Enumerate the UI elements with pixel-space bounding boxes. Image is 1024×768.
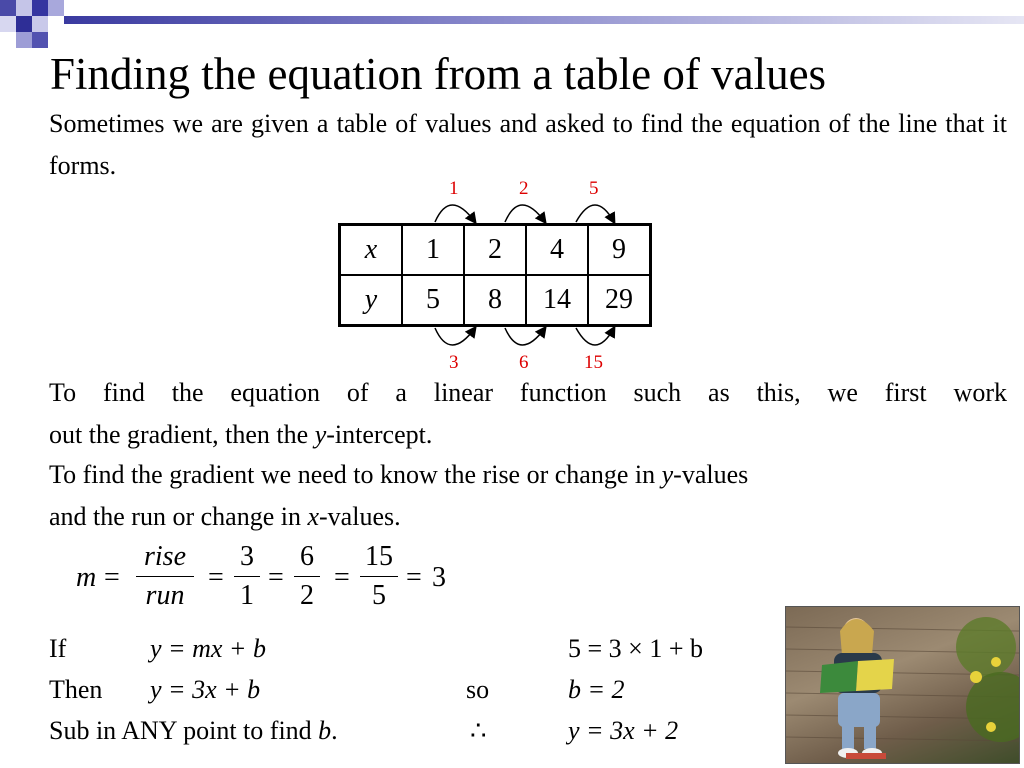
arrow-bot-3 xyxy=(576,328,614,345)
arrow-top-3 xyxy=(576,205,614,222)
gradient-line-2: and the run or change in x-values. xyxy=(49,502,401,531)
arrow-top-1 xyxy=(435,205,475,222)
y-diff-2: 6 xyxy=(519,352,529,373)
step-then-equation: y = 3x + b xyxy=(150,675,261,704)
step-if-equation: y = mx + b xyxy=(150,634,266,663)
slide-title: Finding the equation from a table of values xyxy=(50,49,827,99)
table-cell: 14 xyxy=(526,275,588,326)
therefore-symbol: ∴ xyxy=(470,716,487,745)
step-if-label: If xyxy=(49,634,67,663)
right-equation-2: b = 2 xyxy=(568,675,625,704)
gradient-line-1: To find the gradient we need to know the rise or change in y-values xyxy=(49,460,749,489)
x-diff-2: 2 xyxy=(519,178,529,199)
formula-result: 3 xyxy=(432,562,446,593)
table-cell: 2 xyxy=(464,225,526,276)
arrow-bot-1 xyxy=(435,328,475,345)
table-row-x xyxy=(340,225,651,276)
table-cell: 9 xyxy=(588,225,651,276)
fraction-rise-run: rise run xyxy=(136,540,194,613)
table-row-y xyxy=(340,275,651,326)
values-table xyxy=(338,223,652,327)
formula-eq: = xyxy=(104,562,120,593)
table-cell: 4 xyxy=(526,225,588,276)
fraction-6-2: 6 2 xyxy=(294,540,320,613)
table-cell: 8 xyxy=(464,275,526,326)
x-diff-3: 5 xyxy=(589,178,599,199)
explanation-line-2: out the gradient, then the y-intercept. xyxy=(49,420,433,449)
y-diff-3: 15 xyxy=(584,352,603,373)
student-reading-photo xyxy=(785,606,1020,764)
formula-m: m xyxy=(76,562,97,593)
arrow-bot-2 xyxy=(505,328,545,345)
right-equation-1: 5 = 3 × 1 + b xyxy=(568,634,703,663)
explanation-line-1: To find the equation of a linear function such as this, we first work xyxy=(49,378,1007,407)
table-header-x: x xyxy=(340,225,403,276)
table-cell: 1 xyxy=(402,225,464,276)
fraction-15-5: 15 5 xyxy=(360,540,398,613)
so-label: so xyxy=(466,675,490,704)
fraction-3-1: 3 1 xyxy=(234,540,260,613)
intro-text: Sometimes we are given a table of values and asked to find the equation of the line that it forms. xyxy=(49,109,1007,180)
arrow-top-2 xyxy=(505,205,545,222)
step-sub-text: Sub in ANY point to find b. xyxy=(49,716,338,745)
right-equation-3: y = 3x + 2 xyxy=(568,716,679,745)
table-cell: 29 xyxy=(588,275,651,326)
table-header-y: y xyxy=(340,275,403,326)
table-cell: 5 xyxy=(402,275,464,326)
step-then-label: Then xyxy=(49,675,103,704)
y-diff-1: 3 xyxy=(449,352,459,373)
x-diff-1: 1 xyxy=(449,178,459,199)
